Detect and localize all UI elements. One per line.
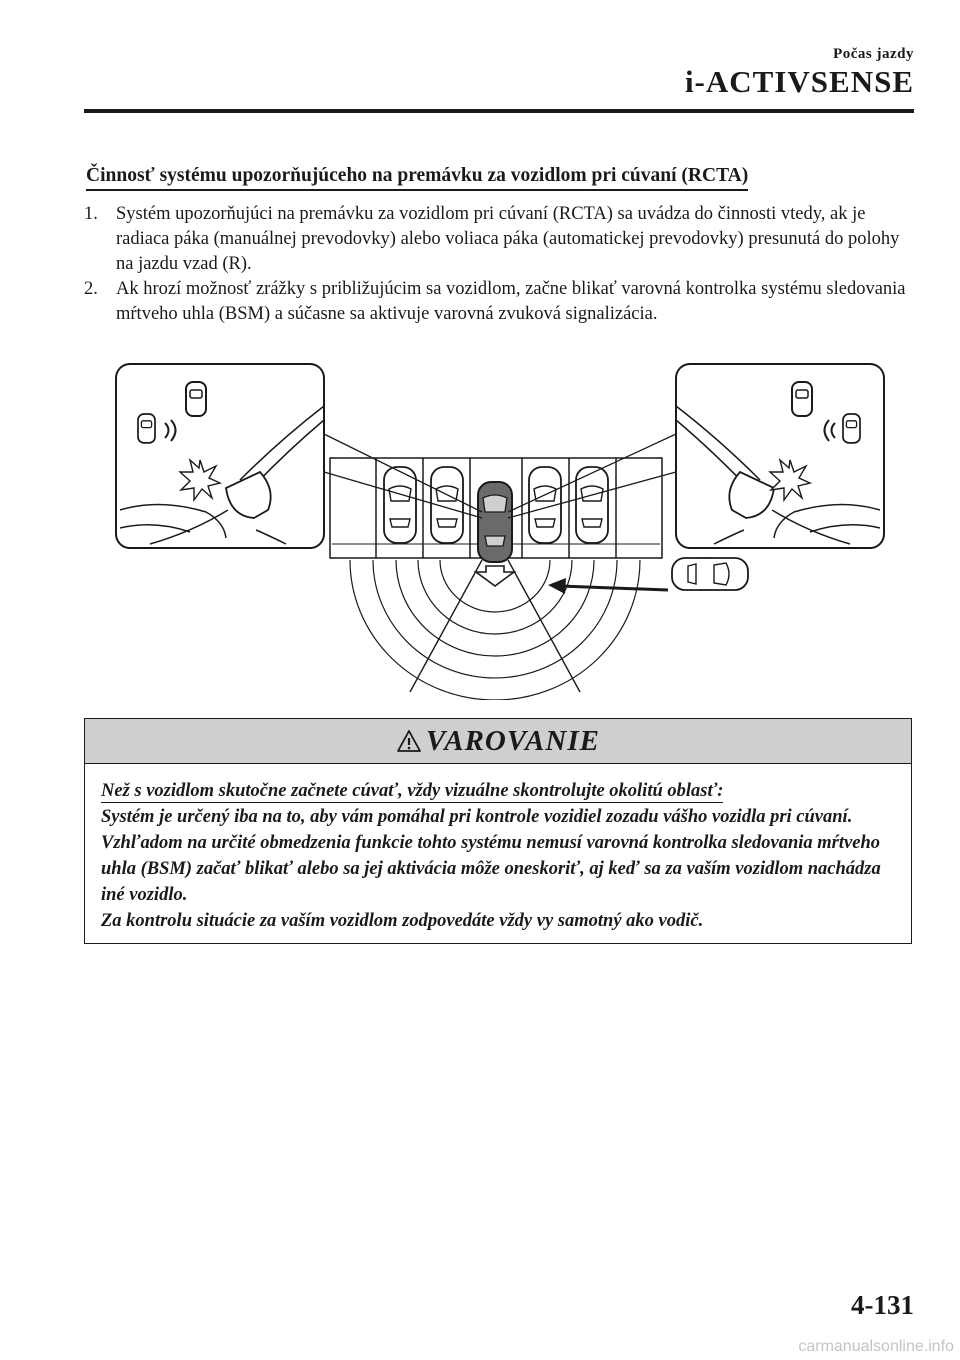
step-2-number: 2.: [84, 279, 98, 299]
warning-lead: Než s vozidlom skutočne začnete cúvať, vždy vizuálne skontrolujte okolitú oblasť:: [101, 781, 724, 801]
approaching-vehicle: [672, 558, 748, 590]
warning-header: [85, 719, 911, 764]
step-1-number: 1.: [84, 204, 98, 224]
reverse-arrow: [476, 566, 514, 586]
watermark: carmanualsonline.info: [798, 1338, 954, 1355]
warning-title: VAROVANIE: [426, 724, 600, 757]
section-title: Činnosť systému upozorňujúceho na premávku za vozidlom pri cúvaní (RCTA): [86, 165, 748, 191]
header-section: Počas jazdy: [833, 46, 914, 62]
step-1-text: Systém upozorňujúci na premávku za vozidlom pri cúvaní (RCTA) sa uvádza do činnosti vtedy, ak je radiaca páka (manuálnej prevodovky) alebo voliaca páka (automatickej prevodovky) presunutá do polohy na jazdu vzad (R).: [116, 204, 900, 274]
step-2: [84, 277, 914, 327]
warning-closing: Za kontrolu situácie za vaším vozidlom zodpovedáte vždy vy samotný ako vodič.: [101, 911, 704, 931]
warning-triangle-icon: [396, 729, 422, 753]
right-mirror-callout: [676, 364, 884, 548]
warning-box: [84, 718, 912, 944]
warning-text: Systém je určený iba na to, aby vám pomáhal pri kontrole vozidiel zozadu vášho vozidla pri cúvaní. Vzhľadom na určité obmedzenia funkcie tohto systému nemusí varovná kontrolka sledovania mŕtveho uhla (BSM) začať blikať alebo sa jej aktivácia môže oneskoriť, aj keď sa za vaším vozidlom nachádza iné vozidlo.: [101, 807, 881, 905]
approach-arrow: [548, 578, 668, 594]
left-mirror-callout: [116, 364, 324, 548]
steps-list: [84, 202, 914, 327]
header-rule: [84, 109, 914, 113]
rcta-illustration: [110, 360, 890, 700]
page-number: 4-131: [851, 1290, 914, 1320]
step-1: [84, 202, 914, 277]
warning-body: [85, 764, 911, 934]
step-2-text: Ak hrozí možnosť zrážky s približujúcim sa vozidlom, začne blikať varovná kontrolka systému sledovania mŕtveho uhla (BSM) a súčasne sa aktivuje varovná zvuková signalizácia.: [116, 279, 906, 324]
header-chapter: i-ACTIVSENSE: [684, 64, 914, 99]
own-vehicle: [478, 482, 512, 562]
